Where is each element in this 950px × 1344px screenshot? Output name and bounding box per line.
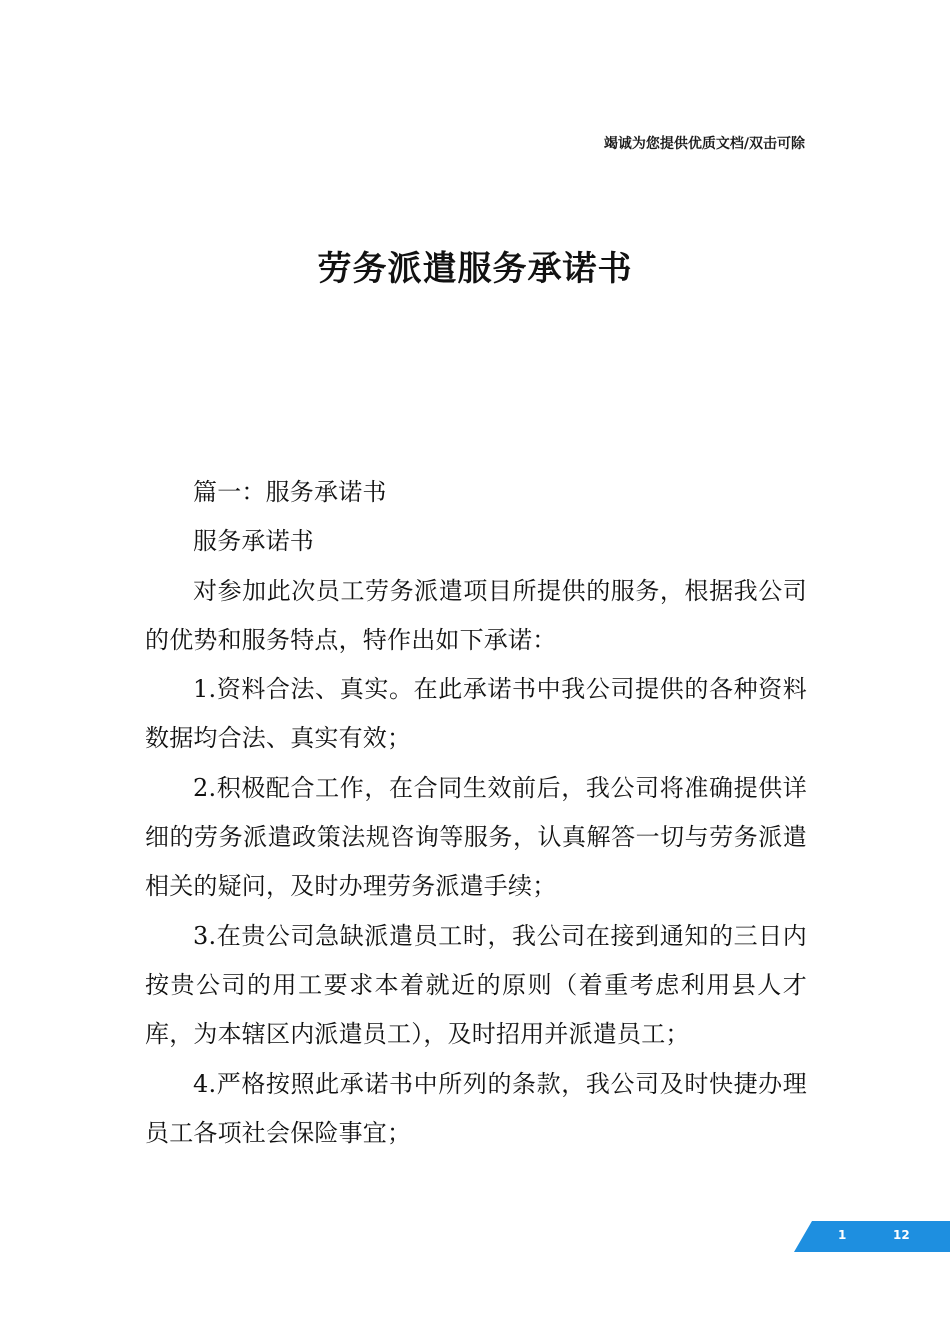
document-body: [145, 468, 807, 1158]
document-title: 劳务派遣服务承诺书: [317, 249, 633, 289]
paragraph: 4.严格按照此承诺书中所列的条款，我公司及时快捷办理员工各项社会保险事宜；: [145, 1069, 807, 1147]
page-indicator-background: [794, 1221, 950, 1252]
paragraph: 2.积极配合工作，在合同生效前后，我公司将准确提供详细的劳务派遣政策法规咨询等服务，认真解答一切与劳务派遣相关的疑问，及时办理劳务派遣手续；: [145, 773, 807, 901]
total-pages-number: 12: [893, 1228, 910, 1242]
paragraph: 篇一：服务承诺书: [193, 478, 387, 506]
header-note: 竭诚为您提供优质文档/双击可除: [603, 136, 805, 152]
paragraph: 服务承诺书: [193, 527, 314, 556]
paragraph: 1.资料合法、真实。在此承诺书中我公司提供的各种资料数据均合法、真实有效；: [145, 675, 807, 753]
page-indicator: [794, 1221, 950, 1252]
paragraph: 对参加此次员工劳务派遣项目所提供的服务，根据我公司的优势和服务特点，特作出如下承诺：: [145, 576, 807, 654]
current-page-number: 1: [838, 1228, 847, 1242]
paragraph: 3.在贵公司急缺派遣员工时，我公司在接到通知的三日内按贵公司的用工要求本着就近的原则（着重考虑利用县人才库，为本辖区内派遣员工），及时招用并派遣员工；: [145, 921, 807, 1049]
